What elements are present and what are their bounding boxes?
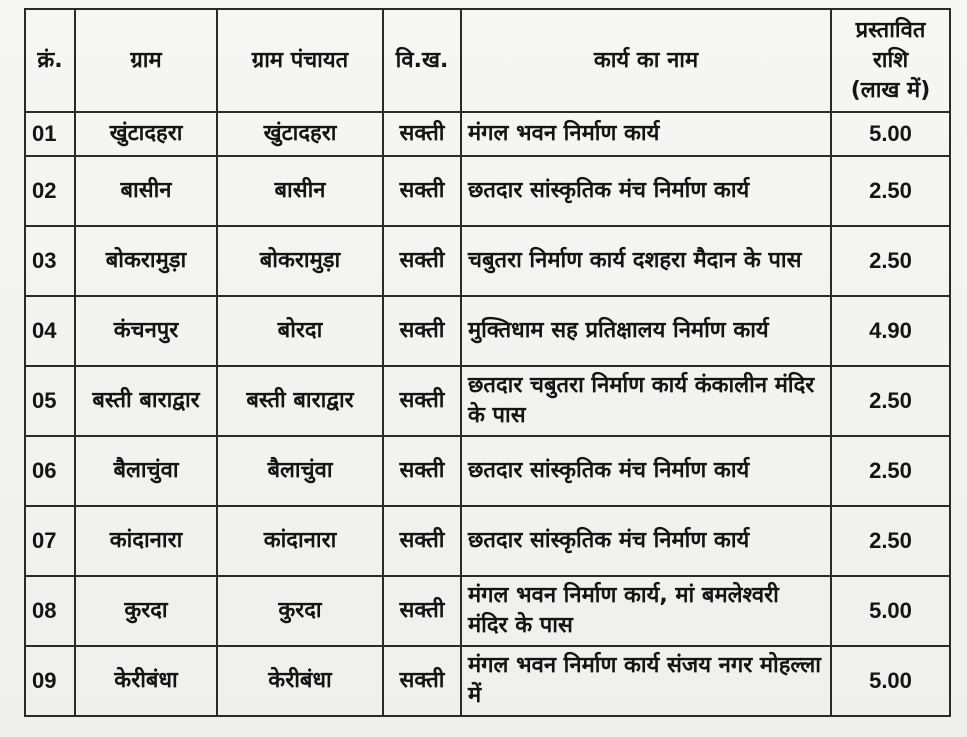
table-row (25, 112, 950, 156)
cell-block: सक्ती (383, 436, 461, 506)
cell-village: बस्ती बाराद्वार (75, 366, 217, 436)
works-table (24, 8, 951, 717)
cell-panchayat: बस्ती बाराद्वार (217, 366, 383, 436)
cell-serial: 03 (25, 226, 75, 296)
header-village: ग्राम (75, 9, 217, 112)
cell-serial: 02 (25, 156, 75, 226)
header-amount-line2: राशि (872, 47, 909, 73)
cell-serial: 09 (25, 646, 75, 716)
cell-serial: 04 (25, 296, 75, 366)
cell-village: कुरदा (75, 576, 217, 646)
table-row (25, 506, 950, 576)
cell-serial: 01 (25, 112, 75, 156)
cell-serial: 07 (25, 506, 75, 576)
cell-panchayat: बोरदा (217, 296, 383, 366)
table-row (25, 296, 950, 366)
table-row (25, 646, 950, 716)
table-row (25, 156, 950, 226)
table-row (25, 366, 950, 436)
cell-panchayat: कांदानारा (217, 506, 383, 576)
cell-amount: 2.50 (831, 506, 950, 576)
header-amount-line1: प्रस्तावित (855, 17, 926, 43)
cell-village: कांदानारा (75, 506, 217, 576)
cell-block: सक्ती (383, 112, 461, 156)
cell-block: सक्ती (383, 576, 461, 646)
cell-amount: 2.50 (831, 226, 950, 296)
cell-serial: 06 (25, 436, 75, 506)
cell-amount: 2.50 (831, 366, 950, 436)
cell-serial: 05 (25, 366, 75, 436)
cell-work-name: मंगल भवन निर्माण कार्य संजय नगर मोहल्ला में (461, 646, 831, 716)
cell-panchayat: बासीन (217, 156, 383, 226)
cell-block: सक्ती (383, 366, 461, 436)
cell-amount: 5.00 (831, 646, 950, 716)
table-row (25, 576, 950, 646)
cell-panchayat: कुरदा (217, 576, 383, 646)
cell-work-name: छतदार सांस्कृतिक मंच निर्माण कार्य (461, 506, 831, 576)
cell-work-name: छतदार सांस्कृतिक मंच निर्माण कार्य (461, 436, 831, 506)
table-row (25, 226, 950, 296)
header-work-name: कार्य का नाम (461, 9, 831, 112)
cell-work-name: मुक्तिधाम सह प्रतिक्षालय निर्माण कार्य (461, 296, 831, 366)
header-panchayat: ग्राम पंचायत (217, 9, 383, 112)
header-serial: क्रं. (25, 9, 75, 112)
cell-village: केरीबंधा (75, 646, 217, 716)
table-header-row (25, 9, 950, 112)
header-amount-line3: (लाख में) (850, 77, 931, 103)
cell-amount: 5.00 (831, 576, 950, 646)
cell-amount: 4.90 (831, 296, 950, 366)
cell-block: सक्ती (383, 506, 461, 576)
cell-work-name: चबुतरा निर्माण कार्य दशहरा मैदान के पास (461, 226, 831, 296)
cell-amount: 5.00 (831, 112, 950, 156)
cell-work-name: छतदार चबुतरा निर्माण कार्य कंकालीन मंदिर के पास (461, 366, 831, 436)
table-body (25, 112, 950, 716)
cell-village: कंचनपुर (75, 296, 217, 366)
cell-village: बासीन (75, 156, 217, 226)
cell-village: बोकरामुड़ा (75, 226, 217, 296)
cell-block: सक्ती (383, 156, 461, 226)
cell-village: खुंटादहरा (75, 112, 217, 156)
cell-block: सक्ती (383, 646, 461, 716)
header-block: वि.ख. (383, 9, 461, 112)
cell-panchayat: खुंटादहरा (217, 112, 383, 156)
header-amount (831, 9, 950, 112)
cell-work-name: छतदार सांस्कृतिक मंच निर्माण कार्य (461, 156, 831, 226)
cell-amount: 2.50 (831, 436, 950, 506)
cell-amount: 2.50 (831, 156, 950, 226)
cell-serial: 08 (25, 576, 75, 646)
table-row (25, 436, 950, 506)
cell-village: बैलाचुंवा (75, 436, 217, 506)
cell-work-name: मंगल भवन निर्माण कार्य, मां बमलेश्वरी मंदिर के पास (461, 576, 831, 646)
cell-work-name: मंगल भवन निर्माण कार्य (461, 112, 831, 156)
cell-panchayat: बैलाचुंवा (217, 436, 383, 506)
cell-block: सक्ती (383, 226, 461, 296)
cell-panchayat: केरीबंधा (217, 646, 383, 716)
cell-panchayat: बोकरामुड़ा (217, 226, 383, 296)
cell-block: सक्ती (383, 296, 461, 366)
